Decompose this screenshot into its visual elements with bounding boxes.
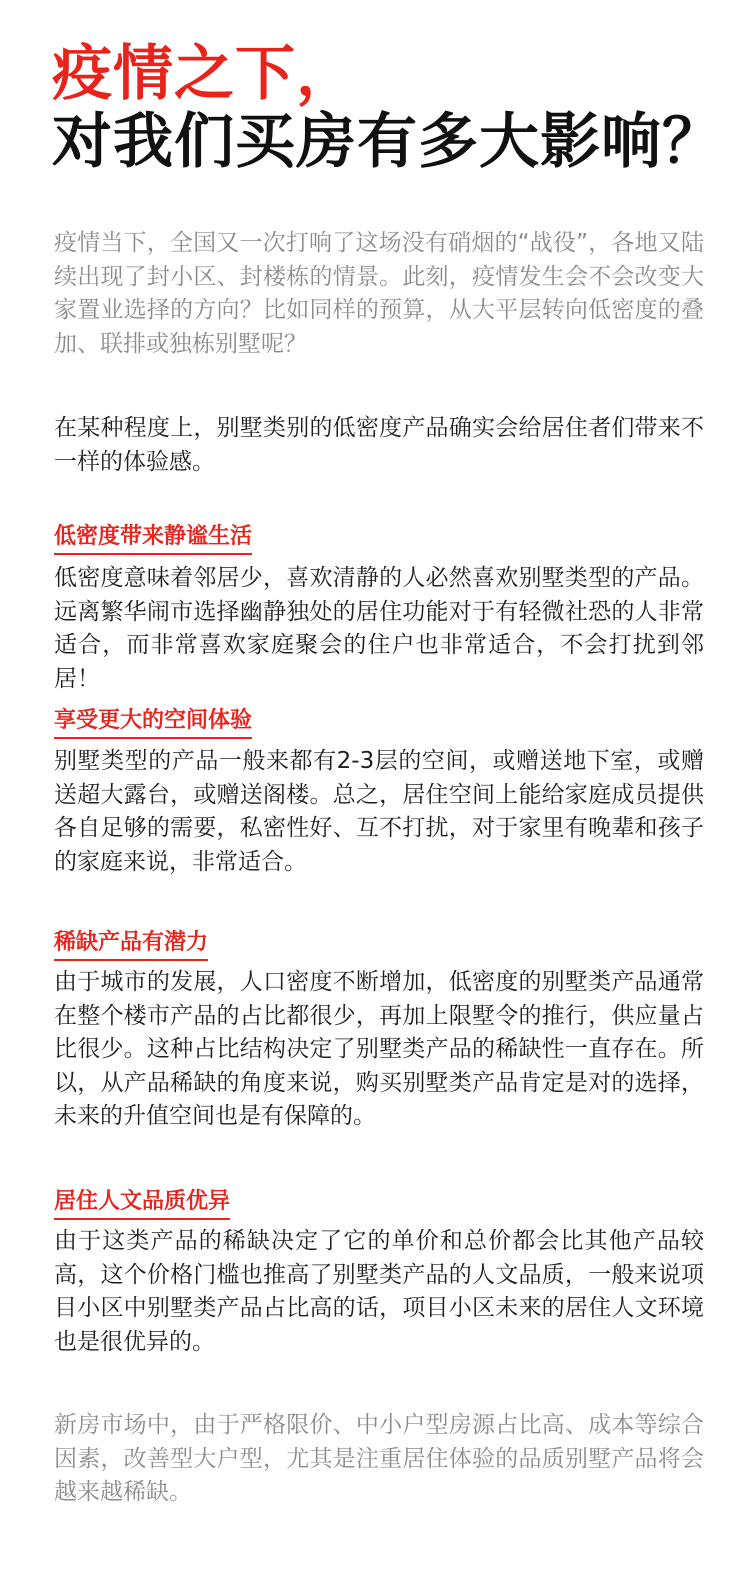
section-heading-scarcity: 稀缺产品有潜力 — [54, 928, 208, 961]
section-body-low-density: 低密度意味着邻居少，喜欢清静的人必然喜欢别墅类型的产品。远离繁华闹市选择幽静独处的居住功能对于有轻微社恐的人非常适合，而非常喜欢家庭聚会的住户也非常适合，不会打扰到邻居！ — [54, 565, 704, 692]
section-heading-space: 享受更大的空间体验 — [54, 706, 252, 739]
intro-paragraph: 疫情当下，全国又一次打响了这场没有硝烟的“战役”，各地又陆续出现了封小区、封楼栋的情景。此刻，疫情发生会不会改变大家置业选择的方向？比如同样的预算，从大平层转向低密度的叠加、联排或独栋别墅呢？ — [54, 230, 704, 357]
section-body-scarcity: 由于城市的发展，人口密度不断增加，低密度的别墅类产品通常在整个楼市产品的占比都很少，再加上限墅令的推行，供应量占比很少。这种占比结构决定了别墅类产品的稀缺性一直存在。所以，从产品稀缺的角度来说，购买别墅类产品肯定是对的选择，未来的升值空间也是有保障的。 — [54, 969, 704, 1129]
section-body-quality: 由于这类产品的稀缺决定了它的单价和总价都会比其他产品较高，这个价格门槛也推高了别墅类产品的人文品质，一般来说项目小区中别墅类产品占比高的话，项目小区未来的居住人文环境也是很优异的。 — [54, 1228, 704, 1355]
section-heading-quality: 居住人文品质优异 — [54, 1187, 230, 1220]
section-heading-low-density: 低密度带来静谧生活 — [54, 522, 252, 555]
title-line-2: 对我们买房有多大影响？ — [52, 107, 723, 177]
lead-paragraph: 在某种程度上，别墅类别的低密度产品确实会给居住者们带来不一样的体验感。 — [54, 415, 704, 475]
section-body-space: 别墅类型的产品一般来都有2-3层的空间，或赠送地下室，或赠送超大露台，或赠送阁楼。总之，居住空间上能给家庭成员提供各自足够的需要，私密性好、互不打扰，对于家里有晚辈和孩子的家庭来说，非常适合。 — [54, 748, 704, 875]
conclusion-paragraph: 新房市场中，由于严格限价、中小户型房源占比高、成本等综合因素，改善型大户型，尤其是注重居住体验的品质别墅产品将会越来越稀缺。 — [54, 1412, 704, 1505]
title-line-1: 疫情之下， — [52, 39, 357, 109]
